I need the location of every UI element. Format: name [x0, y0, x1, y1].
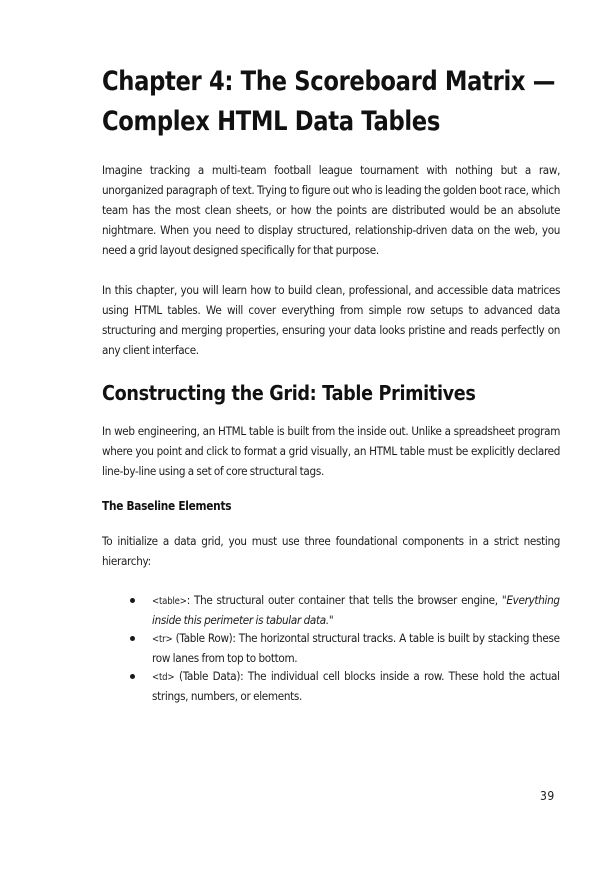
tag-code: <td> — [152, 672, 175, 683]
list-item — [102, 667, 560, 705]
page-content — [102, 62, 560, 705]
bullet-dot-icon — [130, 674, 135, 679]
list-item-quote: "Everything inside this perimeter is tabular data." — [152, 593, 560, 627]
subsection-paragraph: To initialize a data grid, you must use three foundational components in a strict nesting hierarchy: — [102, 534, 561, 568]
list-item — [102, 629, 560, 667]
list-item-description: (Table Data): The individual cell blocks inside a row. These hold the actual strings, numbers, or elements. — [152, 669, 560, 703]
bullet-dot-icon — [130, 598, 135, 603]
page-number: 39 — [540, 789, 555, 803]
list-item-text — [152, 667, 560, 705]
tag-code: <tr> — [152, 634, 173, 645]
chapter-title: Chapter 4: The Scoreboard Matrix — Complex HTML Data Tables — [102, 66, 556, 137]
intro-paragraph-2: In this chapter, you will learn how to build clean, professional, and accessible data matrices using HTML tables. We will cover everything from simple row setups to advanced data structuring and merging properties, ensuring your data looks pristine and reads perfectly on any client interface. — [102, 283, 561, 357]
element-list — [102, 591, 560, 705]
bullet-dot-icon — [130, 636, 135, 641]
intro-paragraph-1: Imagine tracking a multi-team football league tournament with nothing but a raw, unorganized paragraph of text. Trying to figure out who is leading the golden boot race, which team has the most clean sheets, or how the points are distributed would be an absolute nightmare. When you need to display structured, relationship-driven data on the web, you need a grid layout designed specifically for that purpose. — [102, 163, 561, 257]
list-item-text — [152, 629, 560, 667]
list-item — [102, 591, 560, 629]
list-item-text — [152, 591, 560, 629]
list-item-description: (Table Row): The horizontal structural tracks. A table is built by stacking these row lanes from top to bottom. — [152, 631, 560, 665]
list-item-description: : The structural outer container that tells the browser engine, — [186, 593, 502, 607]
subsection-heading: The Baseline Elements — [102, 499, 232, 513]
section-paragraph: In web engineering, an HTML table is built from the inside out. Unlike a spreadsheet program where you point and click to format a grid visually, an HTML table must be explicitly declared line-by-line using a set of core structural tags. — [102, 424, 561, 478]
section-heading: Constructing the Grid: Table Primitives — [102, 381, 476, 405]
tag-code: <table> — [152, 596, 187, 607]
